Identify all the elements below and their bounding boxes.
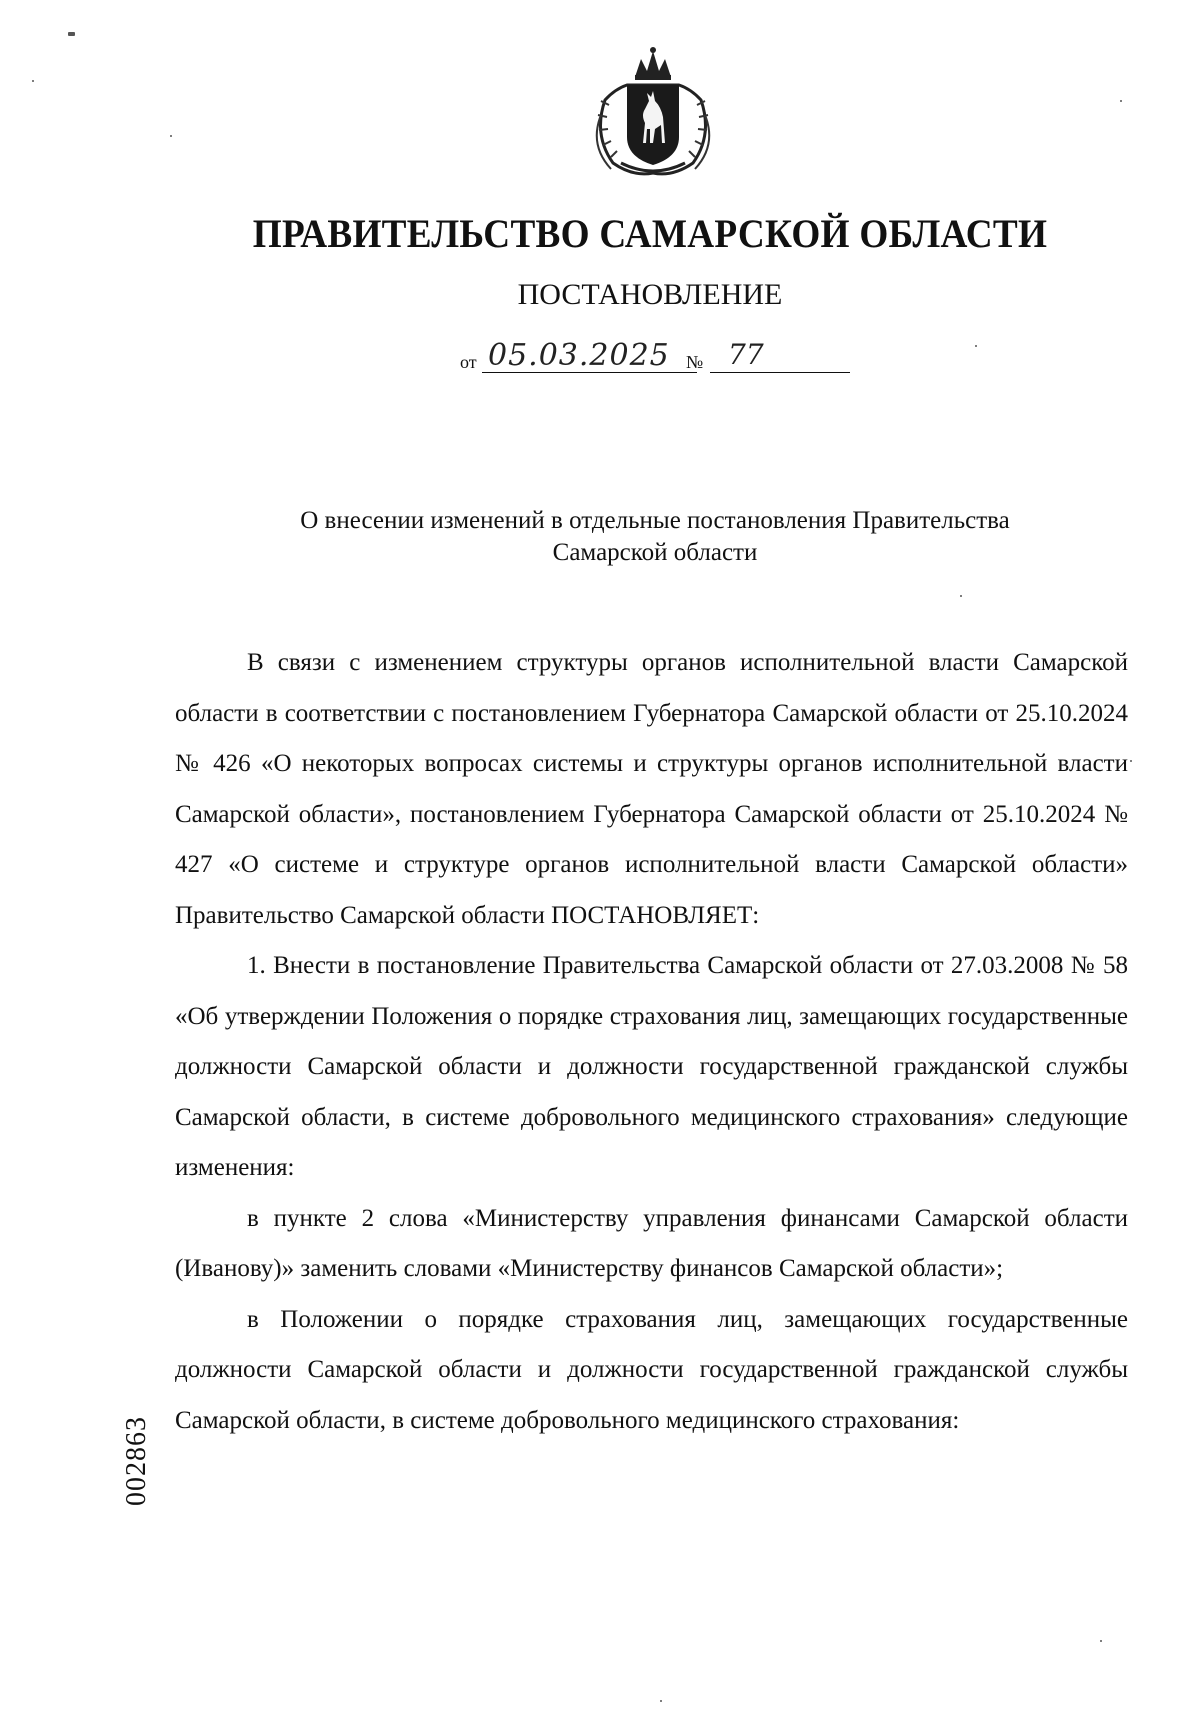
subject-line-2: Самарской области bbox=[552, 539, 758, 566]
scan-speck bbox=[975, 345, 977, 347]
date-number-line bbox=[460, 338, 860, 378]
registration-stamp-number: 002863 bbox=[121, 1416, 152, 1506]
scan-speck bbox=[170, 135, 172, 137]
scan-speck bbox=[68, 32, 75, 36]
handwritten-date: 05.03.2025 bbox=[488, 338, 670, 373]
organization-title: ПРАВИТЕЛЬСТВО САМАРСКОЙ ОБЛАСТИ bbox=[252, 211, 1048, 256]
paragraph-item-1-regulation: в Положении о порядке страхования лиц, замещающих государственные должности Самарской области и должности государственной гражданской службы Самарской области, в системе добровольного медицинского страхования: bbox=[175, 1305, 1128, 1434]
scan-speck bbox=[660, 1700, 662, 1702]
date-underline bbox=[482, 372, 697, 373]
document-subject bbox=[240, 505, 1070, 569]
paragraph-item-1-point-2: в пункте 2 слова «Министерству управления финансами Самарской области (Иванову)» заменить словами «Министерству финансов Самарской области»; bbox=[175, 1204, 1128, 1282]
number-underline bbox=[710, 372, 850, 373]
number-prefix: № bbox=[686, 352, 704, 372]
coat-of-arms-icon bbox=[583, 45, 723, 180]
document-body bbox=[175, 638, 1128, 1446]
document-type: ПОСТАНОВЛЕНИЕ bbox=[517, 278, 783, 311]
date-prefix: от bbox=[460, 352, 477, 372]
paragraph-preamble: В связи с изменением структуры органов исполнительной власти Самарской области в соответствии с постановлением Губернатора Самарской области от 25.10.2024 № 426 «О некоторых вопросах системы и структуры органов исполнительной власти Самарской области», постановлением Губернатора Самарской области от 25.10.2024 № 427 «О системе и структуре органов исполнительной власти Самарской области» Правительство Самарской области ПОСТАНОВЛЯЕТ: bbox=[175, 649, 1128, 929]
scan-speck bbox=[32, 80, 34, 82]
scan-speck bbox=[1100, 1640, 1102, 1642]
paragraph-item-1: 1. Внести в постановление Правительства Самарской области от 27.03.2008 № 58 «Об утверждении Положения о порядке страхования лиц, замещающих государственные должности Самарской области и должности государственной гражданской службы Самарской области, в системе добровольного медицинского страхования» следующие изменения: bbox=[175, 952, 1128, 1181]
scan-speck bbox=[1130, 760, 1132, 762]
scan-speck bbox=[1120, 100, 1122, 102]
subject-line-1: О внесении изменений в отдельные постановления Правительства bbox=[300, 507, 1010, 534]
handwritten-number: 77 bbox=[728, 338, 764, 371]
scan-speck bbox=[960, 595, 962, 597]
